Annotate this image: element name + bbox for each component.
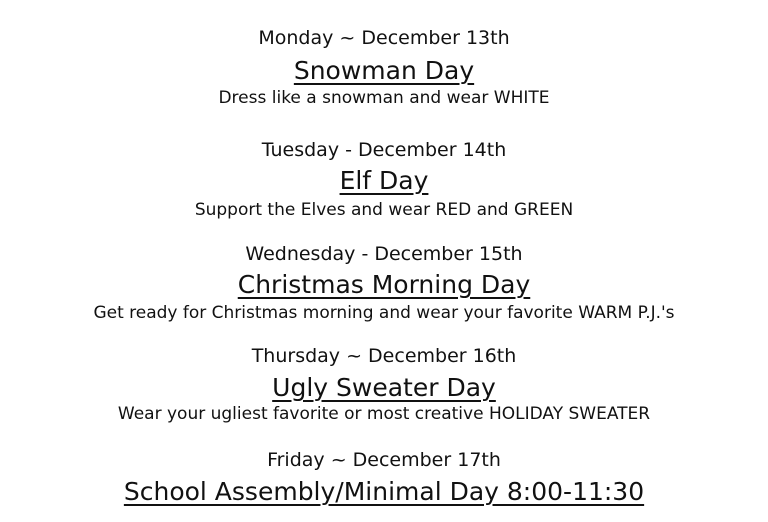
- monday-date: Monday ~ December 13th: [258, 27, 510, 49]
- wednesday-date: Wednesday - December 15th: [245, 243, 523, 265]
- monday-description: Dress like a snowman and wear WHITE: [218, 88, 550, 108]
- tuesday-description: Support the Elves and wear RED and GREEN: [194, 200, 574, 220]
- tuesday-title: Elf Day: [339, 166, 429, 195]
- tuesday-date: Tuesday - December 14th: [261, 139, 507, 161]
- thursday-title: Ugly Sweater Day: [272, 373, 496, 402]
- monday-title: Snowman Day: [293, 56, 475, 85]
- wednesday-description: Get ready for Christmas morning and wear your favorite WARM P.J.'s: [93, 303, 675, 323]
- friday-date: Friday ~ December 17th: [267, 449, 501, 471]
- thursday-date: Thursday ~ December 16th: [251, 345, 517, 367]
- friday-title: School Assembly/Minimal Day 8:00-11:30: [123, 477, 645, 506]
- thursday-description: Wear your ugliest favorite or most creative HOLIDAY SWEATER: [117, 404, 651, 424]
- wednesday-title: Christmas Morning Day: [237, 270, 531, 299]
